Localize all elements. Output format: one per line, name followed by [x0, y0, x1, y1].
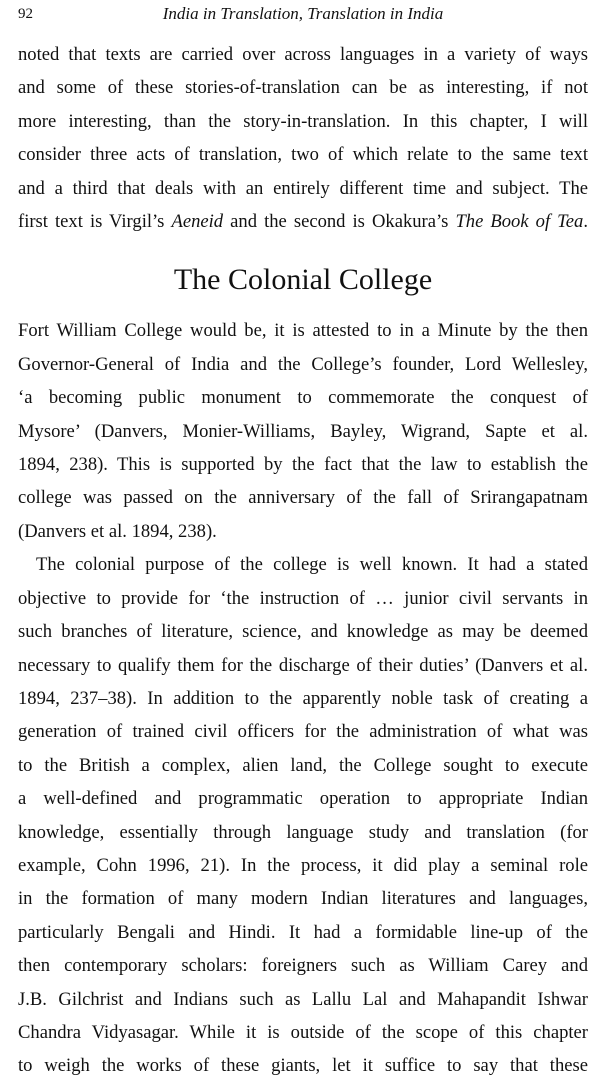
text-line: consider three acts of translation, two of which relate to the same text — [18, 144, 588, 166]
body-paragraph-1 — [18, 314, 588, 548]
text-line: then contemporary scholars: foreigners such as William Carey and — [18, 955, 588, 977]
text-line: particularly Bengali and Hindi. It had a formidable line-up of the — [18, 921, 588, 943]
text-line: more interesting, than the story-in-translation. In this chapter, I will — [18, 110, 588, 132]
text-line-last — [18, 205, 588, 238]
page-number: 92 — [18, 6, 33, 22]
text-line: a well-defined and programmatic operation to appropriate Indian — [18, 788, 588, 810]
text-line: Chandra Vidyasagar. While it is outside of the scope of this chapter — [18, 1021, 588, 1043]
text-run: first text is Virgil’s — [18, 211, 172, 233]
text-line: 1894, 237–38). In addition to the apparently noble task of creating a — [18, 687, 588, 709]
text-line: college was passed on the anniversary of the fall of Srirangapatnam — [18, 487, 588, 509]
text-line: noted that texts are carried over across languages in a variety of ways — [18, 44, 588, 65]
text-line: The colonial purpose of the college is well known. It had a stated — [36, 554, 588, 576]
text-line: Fort William College would be, it is attested to in a Minute by the then — [18, 320, 588, 342]
section-heading: The Colonial College — [173, 263, 433, 297]
text-line: example, Cohn 1996, 21). In the process, it did play a seminal role — [18, 854, 588, 876]
text-line: to the British a complex, alien land, the College sought to execute — [18, 754, 588, 776]
text-line: in the formation of many modern Indian literatures and languages, — [18, 888, 588, 910]
text-line: generation of trained civil officers for the administration of what was — [18, 721, 588, 743]
text-line: to weigh the works of these giants, let it suffice to say that these — [18, 1055, 588, 1077]
text-run: and the second is Okakura’s — [223, 211, 456, 233]
text-line: and a third that deals with an entirely different time and subject. The — [18, 177, 588, 199]
text-line: objective to provide for ‘the instruction of … junior civil servants in — [18, 587, 588, 609]
text-line: such branches of literature, science, and knowledge as may be deemed — [18, 621, 588, 643]
text-line: ‘a becoming public monument to commemorate the conquest of — [18, 387, 588, 409]
text-line: Governor-General of India and the College’s founder, Lord Wellesley, — [18, 353, 588, 375]
text-run: . — [583, 211, 589, 233]
text-line: 1894, 238). This is supported by the fact that the law to establish the — [18, 454, 588, 476]
work-title-book-of-tea: The Book of Tea — [455, 211, 584, 233]
text-line: knowledge, essentially through language study and translation (for — [18, 821, 588, 843]
text-line: J.B. Gilchrist and Indians such as Lallu Lal and Mahapandit Ishwar — [18, 988, 588, 1010]
text-line: necessary to qualify them for the discharge of their duties’ (Danvers et al. — [18, 654, 588, 676]
body-paragraph-2 — [18, 548, 588, 1083]
text-line: and some of these stories-of-translation can be as interesting, if not — [18, 77, 588, 99]
text-line: (Danvers et al. 1894, 238). — [18, 520, 217, 542]
intro-paragraph — [18, 38, 588, 238]
text-line: Mysore’ (Danvers, Monier-Williams, Bayley, Wigrand, Sapte et al. — [18, 420, 588, 442]
running-title: India in Translation, Translation in India — [162, 4, 444, 23]
work-title-aeneid: Aeneid — [171, 211, 224, 233]
running-head — [18, 0, 588, 28]
